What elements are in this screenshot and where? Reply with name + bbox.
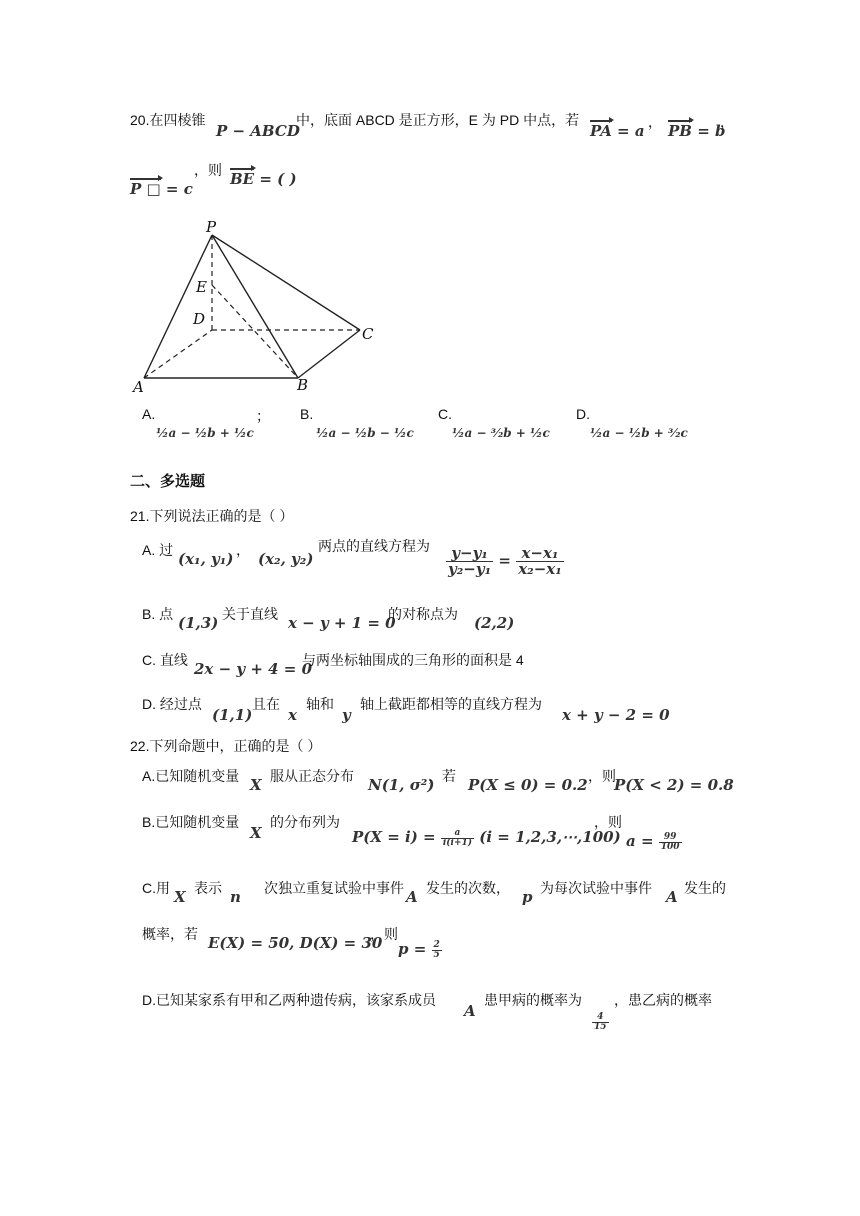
q22-c-text5: 为每次试验中事件 <box>540 880 652 896</box>
q22-c-condition: E(X) = 50, D(X) = 30 <box>208 934 383 952</box>
q21-b-symmetric-point: (2,2) <box>474 614 515 632</box>
q22-c-x: X <box>174 888 186 906</box>
comma: ， <box>720 114 734 130</box>
q21-stem: 21.下列说法正确的是（ ） <box>130 508 294 524</box>
q22-b-text2: 的分布列为 <box>270 814 340 830</box>
label-b: B <box>297 376 309 394</box>
q21-d-line: x + y − 2 = 0 <box>562 706 670 724</box>
segment-be <box>212 285 298 378</box>
q21-d-text1: D. 经过点 <box>142 696 202 712</box>
q22-b-a-value: a = $\frac{99}{100}$ <box>626 831 680 852</box>
edge-bc <box>298 330 360 378</box>
q20-option-c-expr: ½a − ³⁄₂b + ½c <box>452 426 550 440</box>
q20-pyramid-name: P − ABCD <box>216 122 300 140</box>
q22-c-p: p <box>522 888 533 906</box>
q20-option-b-letter: B. <box>300 406 314 422</box>
q21-d-x: x <box>288 706 297 724</box>
q21-a-text1: A. 过 <box>142 542 174 558</box>
q22-stem: 22.下列命题中，正确的是（ ） <box>130 738 322 754</box>
q22-a-text4: ，则 <box>588 768 616 784</box>
q20-option-d-letter: D. <box>576 406 590 422</box>
q20-stem-b: 中，底面 ABCD 是正方形，E 为 PD 中点，若 <box>296 112 580 128</box>
edge-pb <box>212 235 298 378</box>
q22-d-text2: 患甲病的概率为 <box>484 992 582 1008</box>
q22-a-x: X <box>250 776 262 794</box>
label-p: P <box>206 218 217 236</box>
q21-a-comma: ， <box>236 542 250 558</box>
edge-ad <box>144 330 212 378</box>
q22-b-x: X <box>250 824 262 842</box>
q21-d-text4: 轴上截距都相等的直线方程为 <box>360 696 542 712</box>
q21-d-text3: 轴和 <box>306 696 334 712</box>
q22-d-text1: D.已知某家系有甲和乙两种遗传病，该家系成员 <box>142 992 436 1008</box>
q21-a-text2: 两点的直线方程为 <box>318 538 430 554</box>
q20-option-a-suffix: ； <box>256 408 270 424</box>
q22-c-event-a: A <box>406 888 418 906</box>
q22-a-condition: P(X ≤ 0) = 0.2 <box>468 776 588 794</box>
label-a: A <box>133 378 144 396</box>
q22-c-event-a2: A <box>666 888 678 906</box>
q21-c-line: 2x − y + 4 = 0 <box>194 660 313 678</box>
q22-c-text3: 次独立重复试验中事件 <box>264 880 404 896</box>
q21-c-text2: 与两坐标轴围成的三角形的面积是 4 <box>302 652 524 668</box>
q22-c-text4: 发生的次数， <box>426 880 510 896</box>
q22-c-text6: 发生的 <box>684 880 726 896</box>
q22-d-member-a: A <box>464 1002 476 1020</box>
q22-c-p-value: p = $\frac{2}{5}$ <box>398 939 440 960</box>
q22-a-text2: 服从正态分布 <box>270 768 354 784</box>
q21-b-line: x − y + 1 = 0 <box>288 614 396 632</box>
q22-a-result: P(X < 2) = 0.8 <box>614 776 734 794</box>
q21-a-equation: $\frac{\text{y−y₁}}{\text{y₂−y₁}}$ = $\frac{\text{x−x₁}}{\text{x₂−x₁}}$ <box>448 544 562 578</box>
label-c: C <box>362 325 374 343</box>
q22-c-text1: C.用 <box>142 880 170 896</box>
q21-d-text2: 且在 <box>252 696 280 712</box>
q21-d-point: (1,1) <box>212 706 253 724</box>
label-d: D <box>193 310 206 328</box>
q22-a-distribution: N(1, σ²) <box>368 776 435 794</box>
q21-b-text3: 的对称点为 <box>388 606 458 622</box>
q20-then: ，则 <box>194 162 222 178</box>
q21-b-point: (1,3) <box>178 614 219 632</box>
edge-pc <box>212 235 360 330</box>
q22-b-text3: ，则 <box>594 814 622 830</box>
q22-d-text3: ，患乙病的概率 <box>614 992 712 1008</box>
edge-pa <box>144 235 212 378</box>
q21-a-point1: (x₁, y₁) <box>178 550 234 568</box>
q22-c-n: n <box>230 888 241 906</box>
q22-a-text1: A.已知随机变量 <box>142 768 240 784</box>
q22-c-text7: 概率，若 <box>142 926 198 942</box>
q20-option-c-letter: C. <box>438 406 452 422</box>
comma: ， <box>648 114 662 130</box>
q20-option-a-letter: A. <box>142 406 156 422</box>
q20-option-a-expr: ½a − ½b + ½c <box>156 426 254 440</box>
q22-a-text3: ，若 <box>428 768 456 784</box>
section-heading: 二、多选题 <box>130 473 206 490</box>
q20-vector-pb: PB = b <box>668 122 726 140</box>
q21-b-text1: B. 点 <box>142 606 174 622</box>
q21-a-point2: (x₂, y₂) <box>258 550 314 568</box>
q22-b-pmf: P(X = i) = $\frac{a}{i(i+1)}$ (i = 1,2,3,⋯,100) <box>352 827 621 848</box>
q21-d-y: y <box>342 706 351 724</box>
q20-vector-pa: PA = a <box>590 122 645 140</box>
q20-vector-pc: P □ = c <box>130 180 193 198</box>
q22-d-probability: $\frac{4}{15}$ <box>594 1011 607 1032</box>
label-e: E <box>196 278 207 296</box>
q20-vector-be: BE = ( ) <box>230 170 297 188</box>
q22-c-text2: 表示 <box>194 880 222 896</box>
q21-c-text1: C. 直线 <box>142 652 188 668</box>
q21-b-text2: 关于直线 <box>222 606 278 622</box>
q20-option-d-expr: ½a − ½b + ³⁄₂c <box>590 426 688 440</box>
q22-b-text1: B.已知随机变量 <box>142 814 240 830</box>
q20-stem-a: 20.在四棱锥 <box>130 112 206 128</box>
q20-option-b-expr: ½a − ½b − ½c <box>316 426 414 440</box>
q22-c-text8: ，则 <box>370 926 398 942</box>
